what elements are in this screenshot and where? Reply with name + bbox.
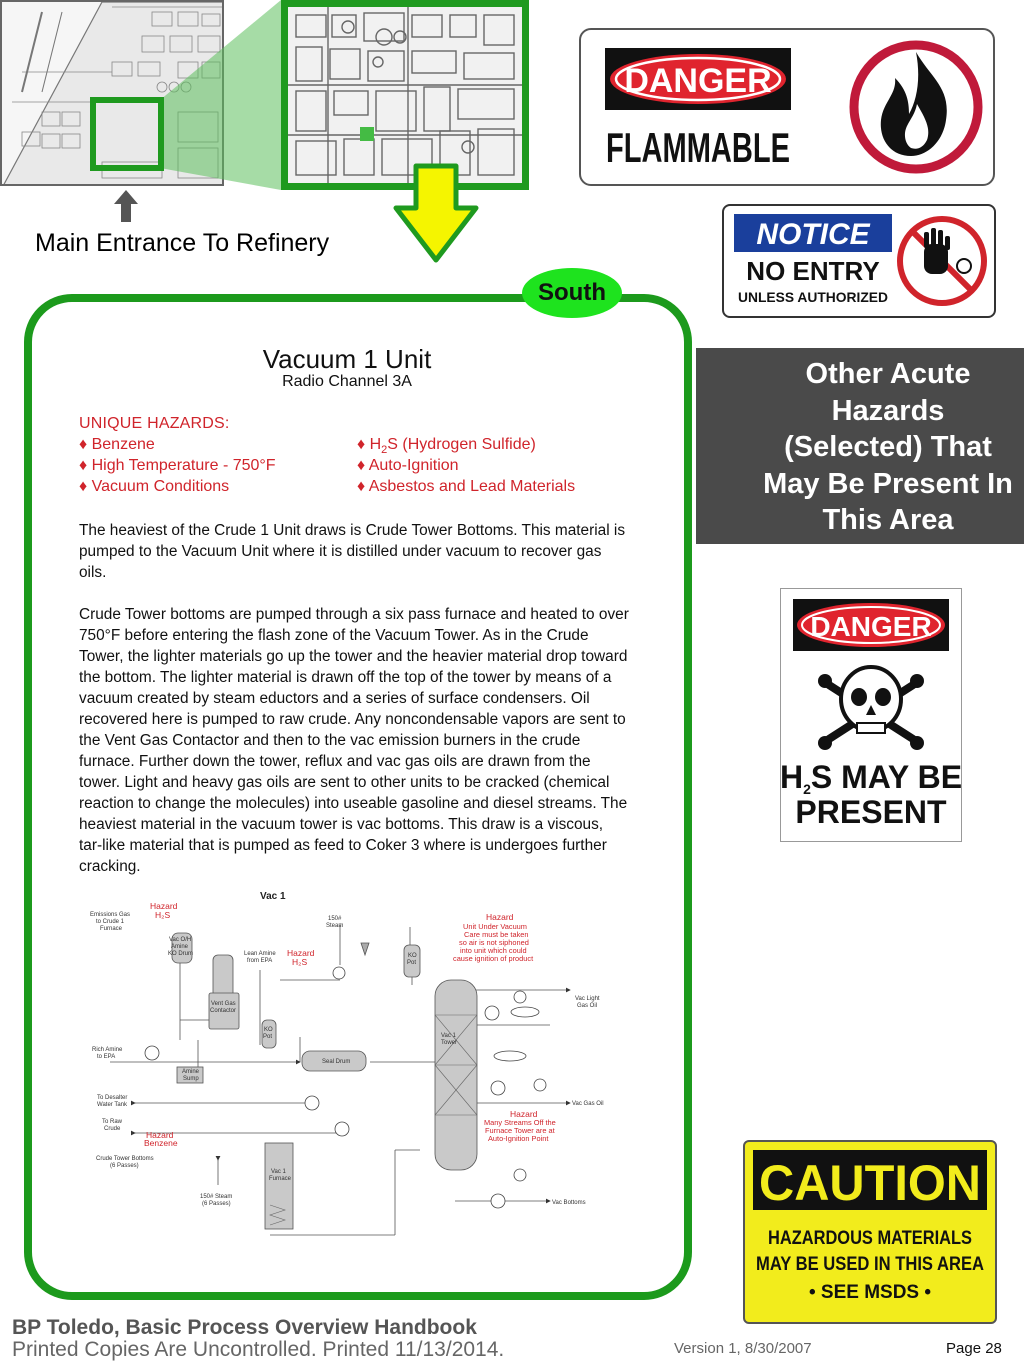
svg-text:Steam: Steam [326, 923, 344, 929]
svg-text:Care must be taken: Care must be taken [464, 930, 529, 939]
svg-text:to Crude 1: to Crude 1 [96, 919, 125, 925]
svg-text:(6 Passes): (6 Passes) [202, 1201, 231, 1207]
svg-text:To Desalter: To Desalter [97, 1095, 128, 1101]
page-number: Page 28 [946, 1340, 1002, 1357]
svg-text:Vac Bottoms: Vac Bottoms [552, 1200, 586, 1206]
svg-text:Lean Amine: Lean Amine [244, 951, 276, 957]
svg-text:Crude Tower Bottoms: Crude Tower Bottoms [96, 1156, 154, 1162]
svg-text:Hazard: Hazard [486, 912, 514, 922]
svg-text:Rich Amine: Rich Amine [92, 1047, 123, 1053]
notice-sign-line1: NO ENTRY [746, 256, 880, 286]
hazard-high-temperature: ♦ High Temperature - 750°F [79, 457, 276, 474]
unique-hazards-heading: UNIQUE HAZARDS: [79, 415, 230, 432]
svg-text:Water Tank: Water Tank [97, 1102, 128, 1108]
up-arrow-icon [114, 190, 138, 222]
h2s-sign-line1: H2S MAY BE [781, 759, 961, 797]
flammable-sign-header: DANGER [624, 62, 772, 100]
hazard-asbestos-lead: ♦ Asbestos and Lead Materials [357, 478, 576, 495]
svg-text:Gas Oil: Gas Oil [577, 1003, 598, 1009]
svg-text:Hazard: Hazard [510, 1109, 538, 1119]
svg-text:Amine: Amine [171, 944, 189, 950]
svg-text:cause ignition of product: cause ignition of product [453, 954, 534, 963]
svg-text:Benzene: Benzene [144, 1138, 178, 1148]
svg-text:Hazard: Hazard [150, 901, 178, 911]
radio-channel: Radio Channel 3A [282, 373, 412, 390]
down-arrow-icon [396, 166, 476, 260]
svg-text:Unit Under Vacuum: Unit Under Vacuum [463, 922, 527, 931]
svg-text:Amine: Amine [182, 1069, 200, 1075]
svg-text:KO Drum: KO Drum [168, 951, 194, 957]
description-paragraph-2: Crude Tower bottoms are pumped through a six pass furnace and heated to over 750°F before entering the flash zone of the Vacuum Tower. As in the Crude Tower, the lighter materials go up the tower and the heavier material drop toward the bottom. The lighter material is drawn off the top of the tower by means of a vacuum created by steam eductors and a series of surface condensers. Oil recovered here is pumped to raw crude. Any noncondensable vapors are sent to the Vent Gas Contactor and then to the vac emission burners in the crude furnace. Further down the tower, reflux and vac gas oils are drawn from the tower. Light and heavy gas oils are sent to other units to be cracked (chemical reaction to change the molecules) into useable gasoline and diesel streams. The heaviest material in the vacuum tower is vac bottoms. This draw is a viscous, tar-like material that is pumped as feed to Coker 3 where is undergoes further cracking. [79, 606, 629, 875]
danger-h2s-sign [780, 588, 962, 842]
h2s-sign-header: DANGER [810, 611, 932, 642]
flammable-sign-text: FLAMMABLE [606, 124, 790, 171]
caution-sign-header: CAUTION [759, 1155, 981, 1211]
svg-text:Tower: Tower [441, 1040, 458, 1046]
svg-text:Vac 1: Vac 1 [271, 1169, 286, 1175]
caution-sign-line2: MAY BE USED IN THIS AREA [756, 1254, 985, 1275]
caution-sign-line3: • SEE MSDS • [808, 1282, 932, 1303]
svg-text:Vac 1: Vac 1 [441, 1033, 456, 1039]
svg-text:Hazard: Hazard [146, 1130, 174, 1140]
footer-print-note: Printed Copies Are Uncontrolled. Printed 11/13/2014. [12, 1338, 505, 1361]
svg-text:KO: KO [408, 953, 417, 959]
svg-text:Vent Gas: Vent Gas [211, 1001, 236, 1007]
svg-text:Auto-Ignition Point: Auto-Ignition Point [488, 1134, 549, 1143]
svg-text:150#: 150# [328, 916, 342, 922]
main-entrance-label: Main Entrance To Refinery [35, 229, 330, 257]
svg-text:Crude: Crude [104, 1126, 121, 1132]
svg-text:from EPA: from EPA [247, 958, 273, 964]
svg-text:Vac Light: Vac Light [575, 996, 600, 1002]
notice-sign-header: NOTICE [756, 218, 870, 251]
unit-title: Vacuum 1 Unit [262, 344, 432, 374]
diagram-title: Vac 1 [260, 891, 286, 902]
svg-text:into unit which could: into unit which could [460, 946, 527, 955]
caution-sign-line1: HAZARDOUS MATERIALS [768, 1228, 972, 1249]
svg-text:Sump: Sump [183, 1076, 199, 1082]
svg-text:Pot: Pot [263, 1034, 273, 1040]
hazard-h2s: ♦ $H_2S$ (Hydrogen Sulfide) [357, 436, 536, 457]
svg-text:Pot: Pot [407, 960, 417, 966]
svg-text:Vac O/H: Vac O/H [169, 937, 192, 943]
svg-text:Furnace: Furnace [269, 1176, 292, 1182]
other-acute-hazards-box: Other Acute Hazards (Selected) That May Be Present In This Area [696, 348, 1024, 544]
svg-text:150# Steam: 150# Steam [200, 1194, 233, 1200]
svg-text:KO: KO [264, 1027, 273, 1033]
footer-version: Version 1, 8/30/2007 [674, 1340, 812, 1357]
svg-text:Many Streams Off the: Many Streams Off the [484, 1118, 556, 1127]
hazard-benzene: ♦ Benzene [79, 436, 155, 453]
vac1-process-diagram [80, 885, 620, 1255]
svg-text:H₂S: H₂S [292, 957, 308, 967]
notice-sign-line2: UNLESS AUTHORIZED [738, 289, 888, 305]
h2s-sign-line2: PRESENT [795, 794, 947, 830]
svg-text:so air is not siphoned: so air is not siphoned [459, 938, 529, 947]
description-paragraph-1: The heaviest of the Crude 1 Unit draws is Crude Tower Bottoms. This material is pumped to the Vacuum Unit where it is distilled under vacuum to recover gas oils. [79, 522, 626, 581]
svg-text:Hazard: Hazard [287, 948, 315, 958]
caution-hazardous-materials-sign [743, 1140, 997, 1324]
svg-text:Furnace: Furnace [100, 926, 123, 932]
svg-text:To Raw: To Raw [102, 1119, 123, 1125]
svg-text:(6 Passes): (6 Passes) [110, 1163, 139, 1169]
notice-no-entry-sign [722, 204, 996, 318]
svg-text:H₂S: H₂S [155, 910, 171, 920]
svg-text:Furnace Tower are at: Furnace Tower are at [485, 1126, 555, 1135]
svg-text:Seal Drum: Seal Drum [322, 1059, 351, 1065]
svg-text:to EPA: to EPA [97, 1054, 116, 1060]
svg-text:Vac Gas Oil: Vac Gas Oil [572, 1101, 604, 1107]
footer-title: BP Toledo, Basic Process Overview Handbook [12, 1316, 477, 1339]
svg-text:Emissions Gas: Emissions Gas [90, 912, 131, 918]
south-direction-badge: South [522, 268, 622, 318]
danger-flammable-sign [579, 28, 995, 186]
skull-crossbones-icon [818, 667, 924, 750]
svg-text:Contactor: Contactor [210, 1008, 237, 1014]
hazard-vacuum-conditions: ♦ Vacuum Conditions [79, 478, 230, 495]
hazard-auto-ignition: ♦ Auto-Ignition [357, 457, 459, 474]
